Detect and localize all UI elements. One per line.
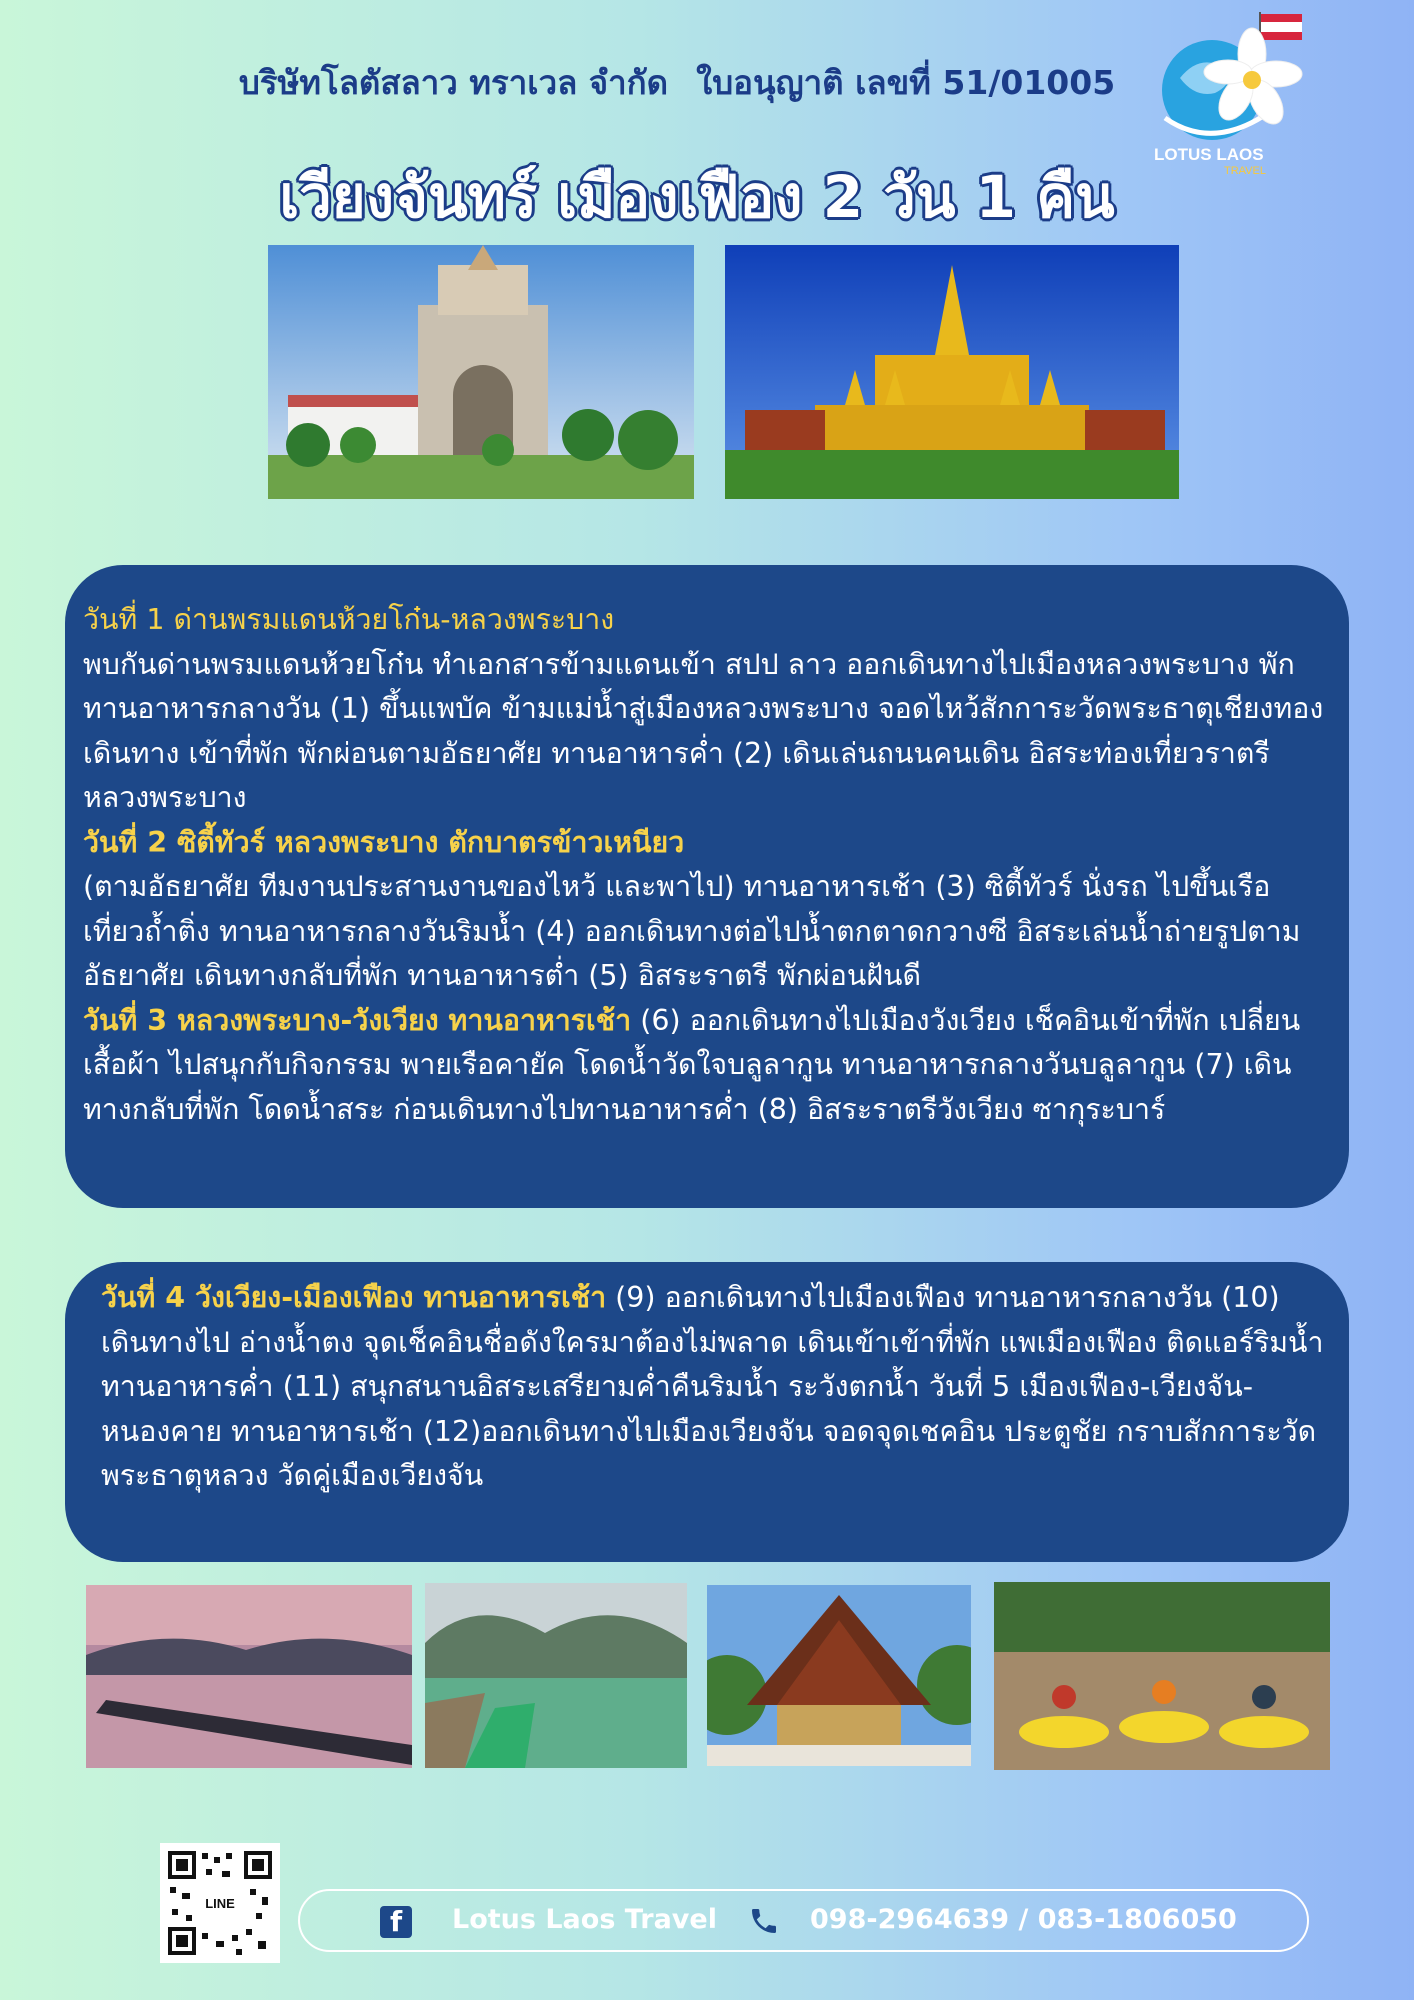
day4-text: (9) ออกเดินทางไปเมืองเฟือง ทานอาหารกลางวัน (10) เดินทางไป อ่างน้ำตง จุดเช็คอินชื่อดังใครมาต้องไม่พลาด เดินเข้าเข้าที่พัก แพเมืองเฟือง ติดแอร์ริมน้ำ ทานอาหารค่ำ (11) สนุกสนานอิสระเสรียามค่ำคืนริมน้ำ ระวังตกน้ำ วันที่ 5 เมืองเฟือง-เวียงจัน-หนองคาย ทานอาหารเช้า (12)ออกเดินทางไปเมืองเวียงจัน จอดจุดเชคอิน ประตูชัย กราบสักการะวัดพระธาตุหลวง วัดคู่เมืองเวียงจัน: [101, 1281, 1324, 1492]
day4-heading: วันที่ 4 วังเวียง-เมืองเฟือง ทานอาหารเช้า: [101, 1281, 607, 1314]
day4-paragraph: [101, 1276, 1329, 1499]
raft-houses-photo: [86, 1585, 412, 1768]
line-qr-code[interactable]: [160, 1843, 280, 1963]
kayaking-photo: [994, 1582, 1330, 1770]
license-number: ใบอนุญาติ เลขที่ 51/01005: [696, 63, 1116, 102]
itinerary-card-days-1-3: [65, 565, 1349, 1208]
day3-text: (6) ออกเดินทางไปเมืองวังเวียง เช็คอินเข้าที่พัก เปลี่ยนเสื้อผ้า ไปสนุกกับกิจกรรม พายเรือคายัค โดดน้ำวัดใจบลูลากูน ทานอาหารกลางวันบลูลากูน (7) เดินทางกลับที่พัก โดดน้ำสระ ก่อนเดินทางไปทานอาหารค่ำ (8) อิสระราตรีวังเวียง ซากุระบาร์: [83, 1003, 1301, 1126]
logo-brand: LOTUS LAOS: [1154, 145, 1264, 164]
logo-sub: TRAVEL: [1224, 165, 1266, 177]
qr-line-label: LINE: [205, 1896, 235, 1911]
company-name: บริษัทโลตัสลาว ทราเวล จำกัด: [238, 63, 669, 102]
facebook-page-name[interactable]: Lotus Laos Travel: [452, 1904, 717, 1935]
day3-heading: วันที่ 3 หลวงพระบาง-วังเวียง ทานอาหารเช้า: [83, 1003, 632, 1037]
tour-title: เวียงจันทร์ เมืองเฟือง 2 วัน 1 คืน: [279, 163, 1115, 231]
river-boat-photo: [425, 1583, 687, 1768]
itinerary-card-days-4-5: [65, 1262, 1349, 1562]
contact-bar: [298, 1889, 1309, 1952]
day3-paragraph: [83, 999, 1329, 1133]
facebook-icon[interactable]: f: [380, 1906, 412, 1938]
patuxai-photo: [268, 245, 694, 499]
phone-numbers[interactable]: 098-2964639 / 083-1806050: [810, 1904, 1237, 1935]
that-luang-photo: [725, 245, 1179, 499]
wat-xieng-thong-photo: [707, 1585, 971, 1766]
day1-text: พบกันด่านพรมแดนห้วยโก๋น ทำเอกสารข้ามแดนเข้า สปป ลาว ออกเดินทางไปเมืองหลวงพระบาง พักทานอาหารกลางวัน (1) ขึ้นแพบัค ข้ามแม่น้ำสู่เมืองหลวงพระบาง จอดไหว้สักการะวัดพระธาตุเชียงทอง เดินทาง เข้าที่พัก พักผ่อนตามอัธยาศัย ทานอาหารค่ำ (2) เดินเล่นถนนคนเดิน อิสระท่องเที่ยวราตรี หลวงพระบาง: [83, 647, 1324, 814]
day2-text: (ตามอัธยาศัย ทีมงานประสานงานของไหว้ และพาไป) ทานอาหารเช้า (3) ซิตี้ทัวร์ นั่งรถ ไปขึ้นเรือเที่ยวถ้ำติ่ง ทานอาหารกลางวันริมน้ำ (4) ออกเดินทางต่อไปน้ำตกตาดกวางซี อิสระเล่นน้ำถ่ายรูปตามอัธยาศัย เดินทางกลับที่พัก ทานอาหารต่ำ (5) อิสระราตรี พักผ่อนฝันดี: [83, 870, 1301, 992]
day1-heading: วันที่ 1 ด่านพรมแดนห้วยโก๋น-หลวงพระบาง: [83, 603, 615, 636]
day2-heading: วันที่ 2 ซิตี้ทัวร์ หลวงพระบาง ตักบาตรข้าวเหนียว: [83, 825, 685, 859]
phone-icon: [748, 1905, 780, 1937]
